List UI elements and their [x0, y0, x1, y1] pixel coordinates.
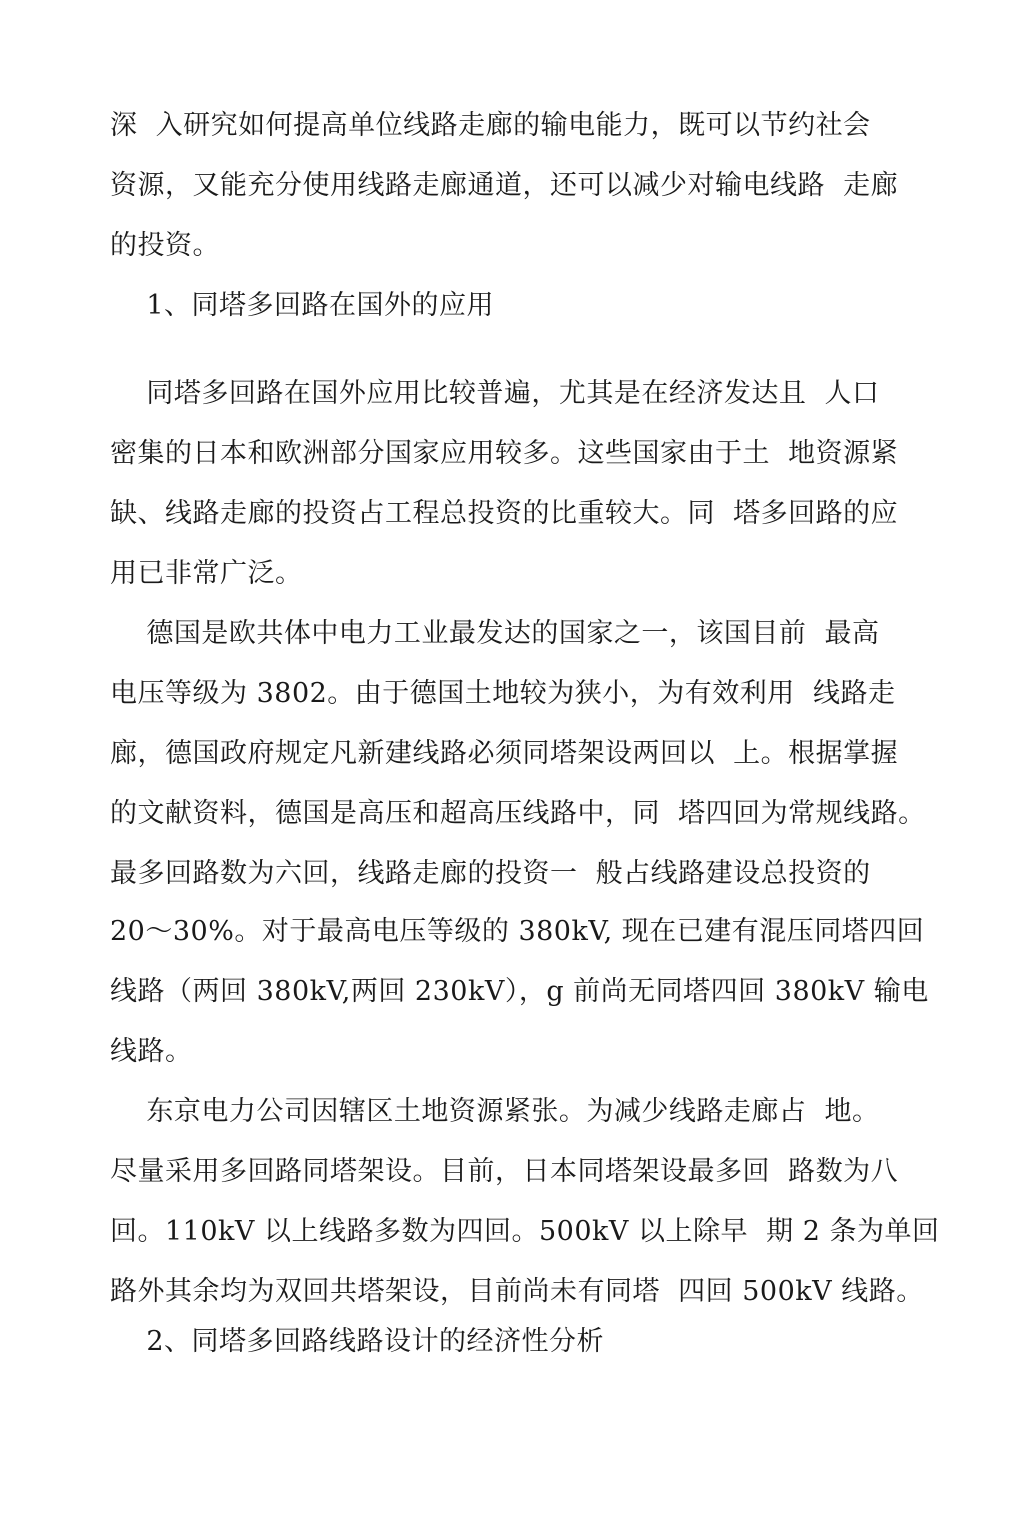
- text-line: 深 入研究如何提高单位线路走廊的输电能力，既可以节约社会: [110, 110, 871, 141]
- text-line: 同塔多回路在国外应用比较普遍，尤其是在经济发达且 人口: [110, 378, 880, 409]
- text-line: 资源，又能充分使用线路走廊通道，还可以减少对输电线路 走廊: [110, 170, 899, 201]
- text-line: 尽量采用多回路同塔架设。目前，日本同塔架设最多回 路数为八: [110, 1156, 899, 1187]
- text-line: 缺、线路走廊的投资占工程总投资的比重较大。同 塔多回路的应: [110, 498, 899, 529]
- text-line: 德国是欧共体中电力工业最发达的国家之一，该国目前 最高: [110, 618, 880, 649]
- text-line: 的投资。: [110, 230, 220, 261]
- section-heading-2: 2、同塔多回路线路设计的经济性分析: [110, 1326, 605, 1357]
- text-line: 最多回路数为六回，线路走廊的投资一 般占线路建设总投资的: [110, 858, 871, 889]
- text-line: 线路。: [110, 1036, 193, 1067]
- text-line: 电压等级为 3802。由于德国土地较为狭小，为有效利用 线路走: [110, 678, 896, 709]
- text-line: 20～30%。对于最高电压等级的 380kV, 现在已建有混压同塔四回: [110, 916, 925, 947]
- text-line: 回。110kV 以上线路多数为四回。500kV 以上除早 期 2 条为单回: [110, 1216, 940, 1247]
- text-line: 线路（两回 380kV,两回 230kV），g 前尚无同塔四回 380kV 输电: [110, 976, 929, 1007]
- text-line: 用已非常广泛。: [110, 558, 303, 589]
- section-heading-1: 1、同塔多回路在国外的应用: [110, 290, 495, 321]
- text-line: 密集的日本和欧洲部分国家应用较多。这些国家由于土 地资源紧: [110, 438, 899, 469]
- text-line: 路外其余均为双回共塔架设，目前尚未有同塔 四回 500kV 线路。: [110, 1276, 924, 1307]
- text-line: 廊，德国政府规定凡新建线路必须同塔架设两回以 上。根据掌握: [110, 738, 899, 769]
- text-line: 东京电力公司因辖区土地资源紧张。为减少线路走廊占 地。: [110, 1096, 880, 1127]
- text-line: 的文献资料，德国是高压和超高压线路中，同 塔四回为常规线路。: [110, 798, 926, 829]
